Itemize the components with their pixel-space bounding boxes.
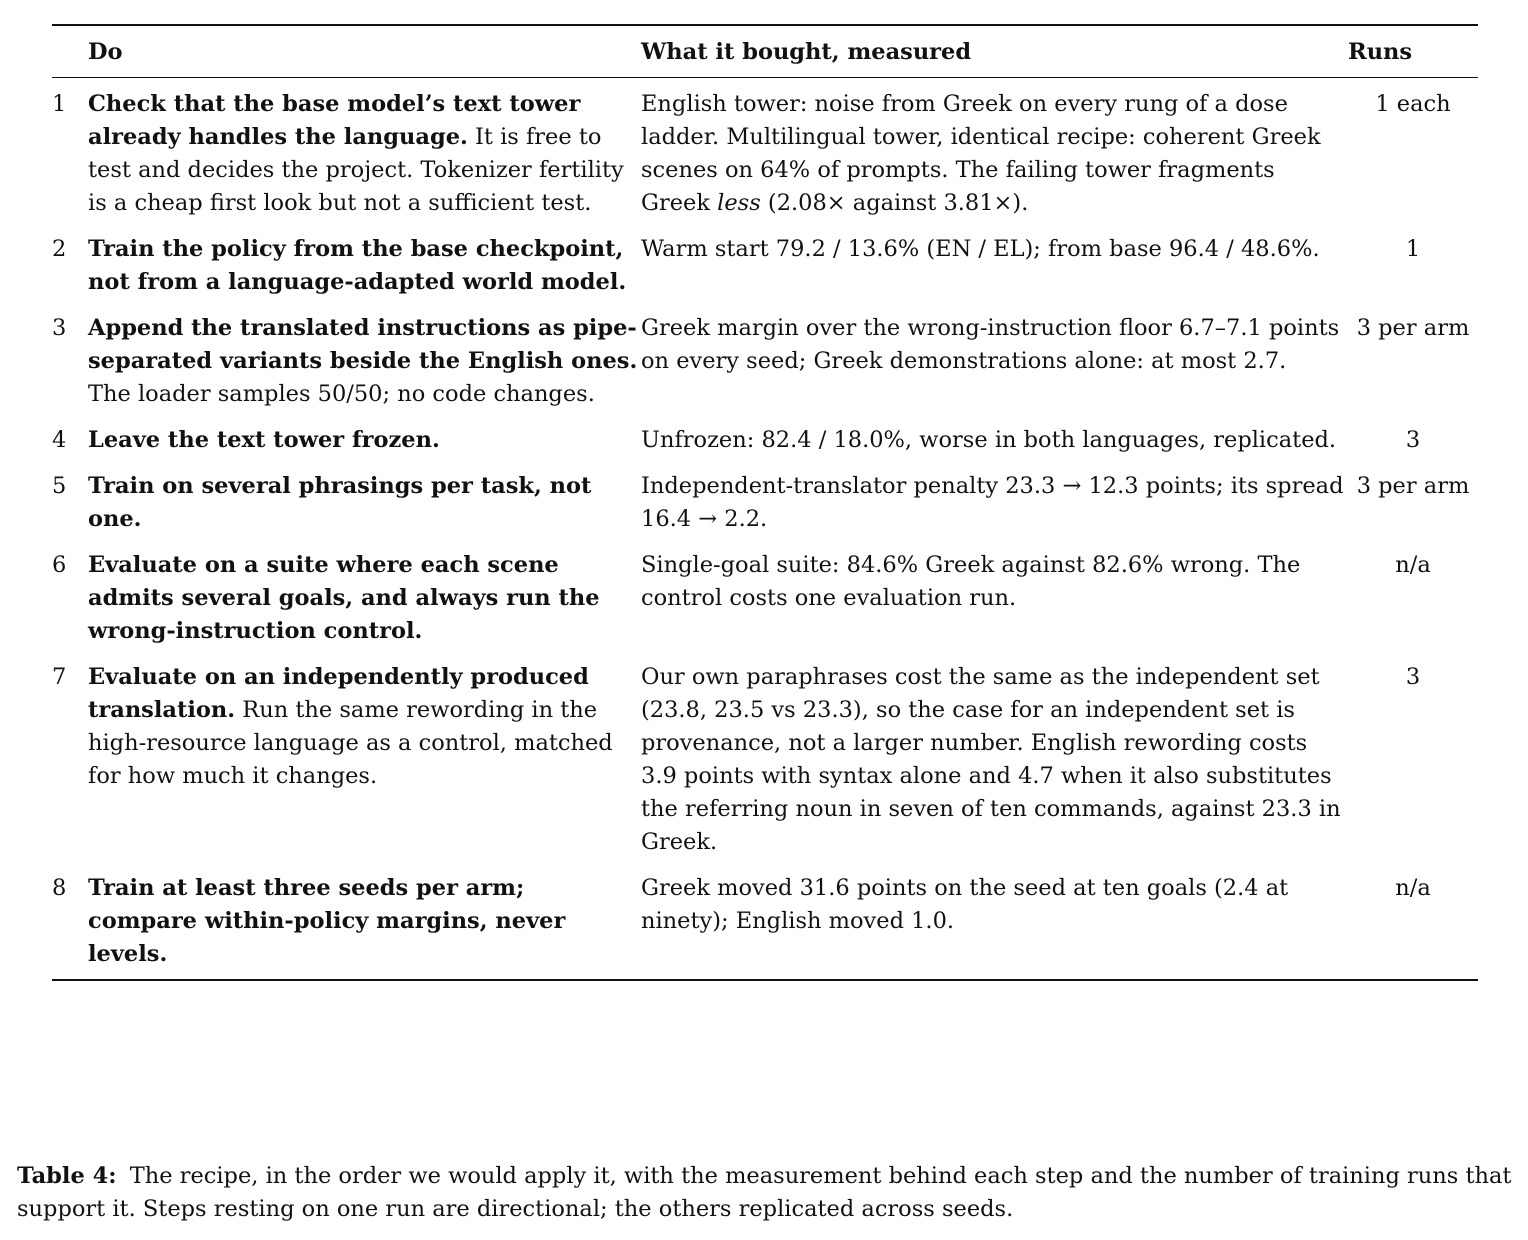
table-body <box>52 78 1478 981</box>
do-lead: Leave the text tower frozen. <box>88 427 440 453</box>
what-cell: Warm start 79.2 / 13.6% (EN / EL); from base 96.4 / 48.6%. <box>641 236 1320 262</box>
do-cell <box>88 312 641 424</box>
do-cell <box>88 549 641 661</box>
what-cell: Greek margin over the wrong-instruction floor 6.7–7.1 points on every seed; Greek demonstrations alone: at most 2.7. <box>641 315 1340 374</box>
caption-label: Table 4: <box>17 1163 117 1189</box>
row-number: 2 <box>52 236 67 262</box>
runs-cell: 3 <box>1405 664 1421 690</box>
table-caption <box>17 1160 1517 1226</box>
do-cell <box>88 78 641 234</box>
row-number: 6 <box>52 552 67 578</box>
runs-cell: 3 per arm <box>1356 473 1470 499</box>
table-row <box>52 872 1478 980</box>
do-detail: It is free to test and decides the project. Tokenizer fertility is a cheap first look but not a sufficient test. <box>88 124 624 216</box>
what-cell: Greek moved 31.6 points on the seed at ten goals (2.4 at ninety); English moved 1.0. <box>641 875 1289 934</box>
table-row <box>52 661 1478 872</box>
table-row <box>52 78 1478 234</box>
what-cell: Independent-translator penalty 23.3 → 12.3 points; its spread 16.4 → 2.2. <box>641 473 1344 532</box>
caption-text: The recipe, in the order we would apply it, with the measurement behind each step and the number of training runs that support it. Steps resting on one run are directional; the others replicated across seeds. <box>17 1163 1512 1222</box>
table-row <box>52 424 1478 470</box>
row-number: 7 <box>52 664 67 690</box>
do-lead: Evaluate on a suite where each scene admits several goals, and always run the wrong-instruction control. <box>88 552 600 644</box>
row-number: 3 <box>52 315 67 341</box>
do-lead: Append the translated instructions as pipe-separated variants beside the English ones. <box>88 315 638 374</box>
table-row <box>52 470 1478 549</box>
runs-cell: 1 <box>1405 236 1421 262</box>
do-lead: Check that the base model’s text tower already handles the language. <box>88 91 581 150</box>
row-number: 8 <box>52 875 67 901</box>
header-number <box>52 25 88 78</box>
do-cell <box>88 661 641 872</box>
what-text: English tower: noise from Greek on every rung of a dose ladder. Multilingual tower, identical recipe: coherent Greek scenes on 64% of prompts. The failing tower fragments Greek <box>641 91 1321 216</box>
do-detail: Run the same rewording in the high-resource language as a control, matched for how much it changes. <box>88 697 613 789</box>
what-cell <box>641 78 1348 234</box>
table-row <box>52 312 1478 424</box>
do-lead: Train at least three seeds per arm; compare within-policy margins, never levels. <box>88 875 566 967</box>
do-cell <box>88 470 641 549</box>
runs-cell: 1 each <box>1375 91 1451 117</box>
do-detail: The loader samples 50/50; no code changes. <box>88 381 595 407</box>
runs-cell: 3 per arm <box>1356 315 1470 341</box>
row-number: 4 <box>52 427 67 453</box>
what-emphasis: less <box>717 190 761 216</box>
header-do: Do <box>88 39 123 65</box>
do-cell <box>88 233 641 312</box>
what-cell: Unfrozen: 82.4 / 18.0%, worse in both languages, replicated. <box>641 427 1337 453</box>
runs-cell: 3 <box>1405 427 1421 453</box>
runs-cell: n/a <box>1395 552 1431 578</box>
table-row <box>52 233 1478 312</box>
do-cell <box>88 424 641 470</box>
header-what-it-bought: What it bought, measured <box>641 39 972 65</box>
table-row <box>52 549 1478 661</box>
table-header <box>52 25 1478 78</box>
what-text-continued: (2.08× against 3.81×). <box>767 190 1029 216</box>
row-number: 1 <box>52 91 67 117</box>
runs-cell: n/a <box>1395 875 1431 901</box>
header-runs: Runs <box>1348 39 1413 65</box>
do-lead: Train the policy from the base checkpoint, not from a language-adapted world model. <box>88 236 627 295</box>
what-cell: Our own paraphrases cost the same as the independent set (23.8, 23.5 vs 23.3), so the case for an independent set is provenance, not a larger number. English rewording costs 3.9 points with syntax alone and 4.7 when it also substitutes the referring noun in seven of ten commands, against 23.3 in Greek. <box>641 664 1341 855</box>
do-lead: Evaluate on an independently produced translation. <box>88 664 589 723</box>
header-row <box>52 25 1478 78</box>
recipe-table <box>52 24 1478 981</box>
do-lead: Train on several phrasings per task, not one. <box>88 473 592 532</box>
row-number: 5 <box>52 473 67 499</box>
do-cell <box>88 872 641 980</box>
what-cell: Single-goal suite: 84.6% Greek against 82.6% wrong. The control costs one evaluation run. <box>641 552 1301 611</box>
